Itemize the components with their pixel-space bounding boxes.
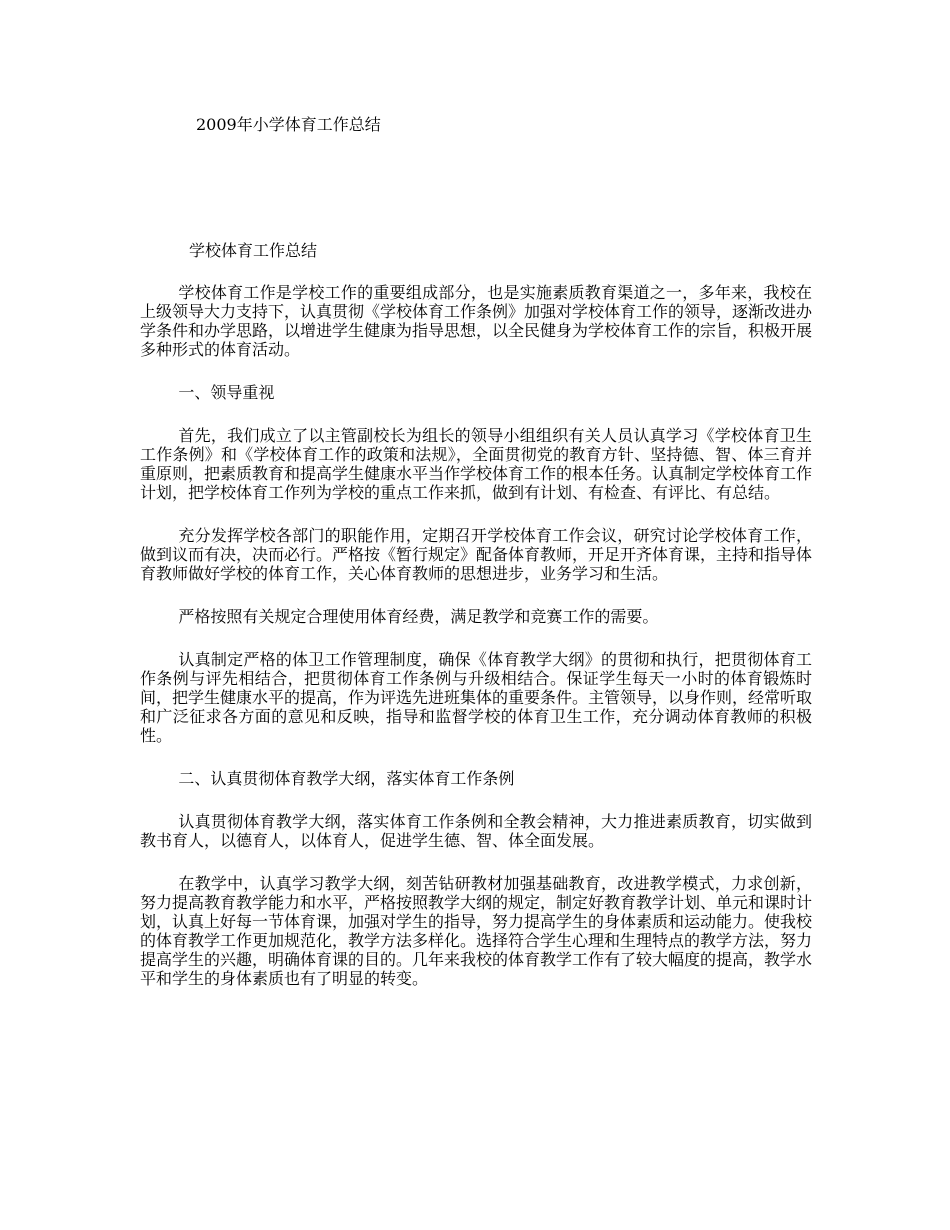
document-title: 2009年小学体育工作总结 — [196, 115, 381, 134]
paragraph-funding: 严格按照有关规定合理使用体育经费，满足教学和竞赛工作的需要。 — [178, 607, 659, 626]
paragraph-leadership-group: 首先，我们成立了以主管副校长为组长的领导小组组织有关人员认真学习《学校体育卫生工作条例》和《学校体育工作的政策和法规》，全面贯彻党的教育方针、坚持德、智、体三育并重原则，把素质教育和提高学生健康水平当作学校体育工作的根本任务。认真制定学校体育工作计划，把学校体育工作列为学校的重点工作来抓，做到有计划、有检查、有评比、有总结。 — [140, 426, 813, 502]
heading-syllabus: 二、认真贯彻体育教学大纲，落实体育工作条例 — [178, 769, 515, 788]
document-body — [140, 283, 812, 1012]
paragraph-management: 认真制定严格的体卫工作管理制度，确保《体育教学大纲》的贯彻和执行，把贯彻体育工作条例与评先相结合，把贯彻体育工作条例与升级相结合。保证学生每天一小时的体育锻炼时间，把学生健康水平的提高，作为评选先进班集体的重要条件。主管领导，以身作则，经常听取和广泛征求各方面的意见和反映，指导和监督学校的体育卫生工作，充分调动体育教师的积极性。 — [140, 650, 813, 745]
section-title: 学校体育工作总结 — [189, 241, 318, 260]
paragraph-teaching: 在教学中，认真学习教学大纲，刻苦钻研教材加强基础教育，改进教学模式，力求创新，努力提高教育教学能力和水平，严格按照教学大纲的规定，制定好教育教学计划、单元和课时计划，认真上好每一节体育课，加强对学生的指导，努力提高学生的身体素质和运动能力。使我校的体育教学工作更加规范化，教学方法多样化。选择符合学生心理和生理特点的教学方法，努力提高学生的兴趣，明确体育课的目的。几年来我校的体育教学工作有了较大幅度的提高，教学水平和学生的身体素质也有了明显的转变。 — [140, 874, 813, 988]
paragraph-syllabus: 认真贯彻体育教学大纲，落实体育工作条例和全教会精神，大力推进素质教育，切实做到教书育人，以德育人，以体育人，促进学生德、智、体全面发展。 — [140, 812, 812, 850]
heading-leadership: 一、领导重视 — [178, 383, 275, 402]
paragraph-intro: 学校体育工作是学校工作的重要组成部分，也是实施素质教育渠道之一，多年来，我校在上级领导大力支持下，认真贯彻《学校体育工作条例》加强对学校体育工作的领导，逐渐改进办学条件和办学思路，以增进学生健康为指导思想，以全民健身为学校体育工作的宗旨，积极开展多种形式的体育活动。 — [140, 283, 813, 359]
paragraph-departments: 充分发挥学校各部门的职能作用，定期召开学校体育工作会议，研究讨论学校体育工作，做到议而有决，决而必行。严格按《暂行规定》配备体育教师，开足开齐体育课，主持和指导体育教师做好学校的体育工作，关心体育教师的思想进步，业务学习和生活。 — [140, 526, 813, 583]
